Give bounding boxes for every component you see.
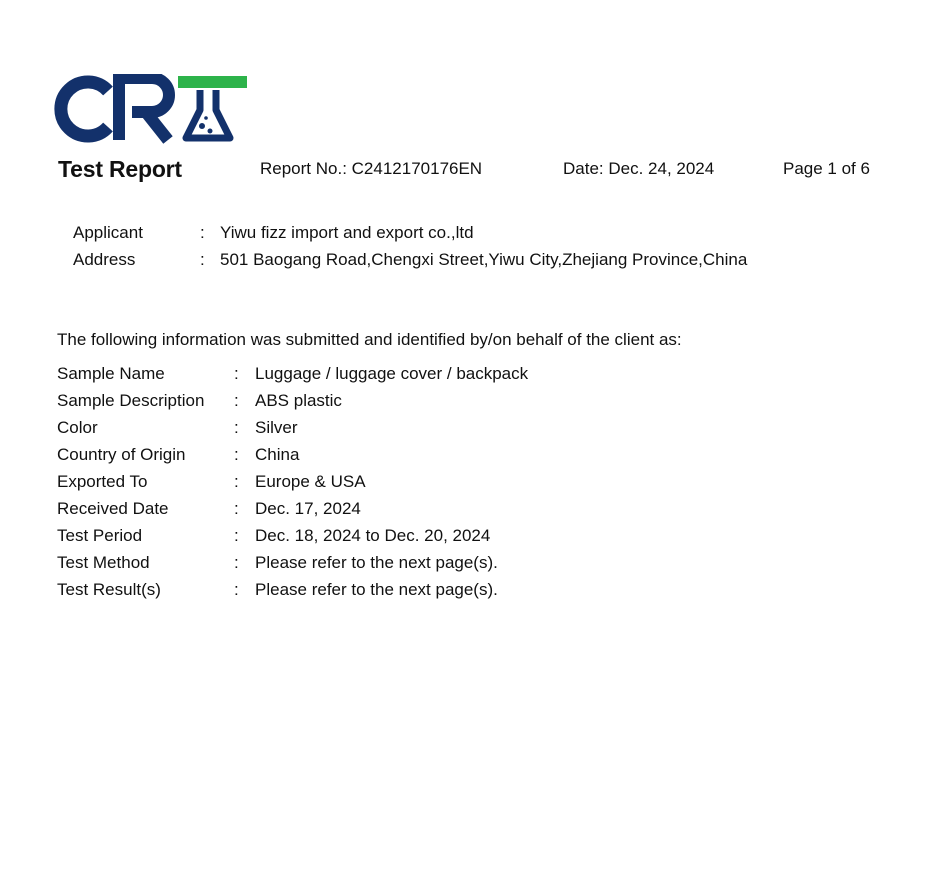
report-title: Test Report [58, 156, 182, 182]
field-colon: : [234, 364, 239, 383]
field-colon: : [234, 445, 239, 464]
intro-text: The following information was submitted and identified by/on behalf of the client as: [57, 330, 682, 349]
page-indicator: Page 1 of 6 [783, 159, 870, 178]
field-colon: : [200, 250, 205, 269]
field-label: Color [57, 418, 98, 437]
field-label: Test Period [57, 526, 143, 545]
field-label: Received Date [57, 499, 169, 518]
field-colon: : [234, 553, 239, 572]
report-date: Date: Dec. 24, 2024 [563, 159, 715, 178]
report-header [0, 156, 936, 182]
crt-logo [50, 74, 250, 144]
field-label: Exported To [57, 472, 148, 491]
field-label: Test Method [57, 553, 150, 572]
field-value: China [255, 445, 300, 464]
field-value: Dec. 17, 2024 [255, 499, 361, 518]
field-value: Luggage / luggage cover / backpack [255, 364, 529, 383]
field-label: Sample Name [57, 364, 165, 383]
field-colon: : [200, 223, 205, 242]
field-label: Applicant [73, 223, 143, 242]
field-colon: : [234, 391, 239, 410]
field-label: Sample Description [57, 391, 205, 410]
field-colon: : [234, 580, 239, 599]
crt-logo-graphic [50, 74, 250, 144]
field-value: Europe & USA [255, 472, 366, 491]
field-value: Silver [255, 418, 298, 437]
field-colon: : [234, 526, 239, 545]
field-label: Test Result(s) [57, 580, 161, 599]
field-value: Yiwu fizz import and export co.,ltd [220, 223, 474, 242]
field-label: Country of Origin [57, 445, 186, 464]
field-colon: : [234, 472, 239, 491]
field-colon: : [234, 499, 239, 518]
field-label: Address [73, 250, 136, 269]
report-number: Report No.: C2412170176EN [260, 159, 483, 178]
field-colon: : [234, 418, 239, 437]
field-value: Dec. 18, 2024 to Dec. 20, 2024 [255, 526, 491, 545]
field-value: Please refer to the next page(s). [255, 553, 498, 572]
flask-icon [186, 90, 230, 138]
field-value: 501 Baogang Road,Chengxi Street,Yiwu City,Zhejiang Province,China [220, 250, 748, 269]
field-value: Please refer to the next page(s). [255, 580, 498, 599]
field-value: ABS plastic [255, 391, 342, 410]
